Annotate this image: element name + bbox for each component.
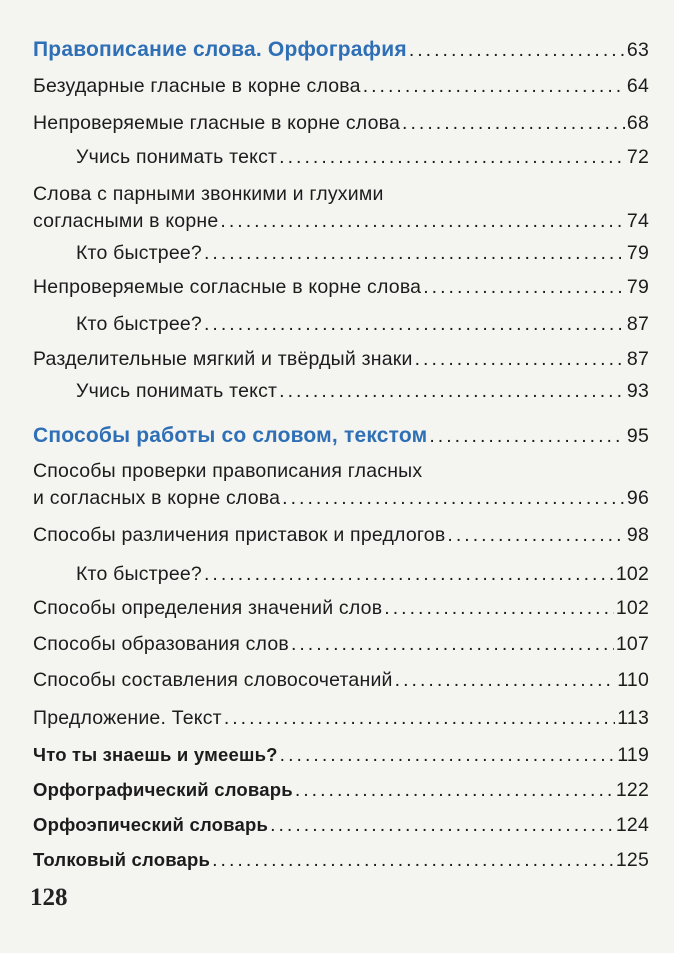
toc-entry [33,524,649,547]
toc-entry-page: 125 [615,849,649,871]
dot-leader [295,779,614,802]
toc-entry-title: Кто быстрее? [76,563,202,585]
toc-entry-page: 72 [626,146,649,168]
toc-entry-title: Способы различения приставок и предлогов [33,524,446,546]
dot-leader [447,524,625,547]
dot-leader [204,563,614,586]
toc-entry-page: 87 [626,348,649,370]
toc-entry [76,563,649,586]
toc-entry-title: Что ты знаешь и умеешь? [33,744,278,765]
toc-entry-page: 74 [626,210,649,232]
toc-entry-page: 87 [626,313,649,335]
dot-leader [204,242,625,265]
toc-entry-page: 68 [626,112,649,134]
toc-entry-title: Орфографический словарь [33,779,293,800]
toc-entry-page: 110 [617,669,649,691]
toc-entry [33,707,649,730]
toc-entry-title: и согласных в корне слова [33,487,281,509]
dot-leader [409,39,625,62]
dot-leader [280,744,616,767]
dot-leader [415,348,625,371]
dot-leader [279,146,625,169]
toc-entry-title: Правописание слова. Орфография [33,38,407,61]
toc-entry [33,112,649,135]
dot-leader [220,210,625,233]
toc-entry-title: Предложение. Текст [33,707,222,729]
dot-leader [395,669,616,692]
toc-entry-page: 63 [626,39,649,61]
dot-leader [291,633,614,656]
toc-entry-page: 122 [615,779,649,801]
toc-entry-page: 95 [626,425,649,447]
toc-entry-title: Способы образования слов [33,633,289,655]
toc-entry [33,487,649,510]
toc-entry-title: согласными в корне [33,210,219,232]
toc-entry-title: Учись понимать текст [76,380,278,402]
toc-entry-page: 93 [626,380,649,402]
toc-entry-title-line1: Способы проверки правописания гласных [33,460,423,482]
toc-entry-page: 79 [626,276,649,298]
toc-entry-title: Способы работы со словом, текстом [33,424,428,447]
toc-entry-title: Непроверяемые согласные в корне слова [33,276,422,298]
toc-entry-title: Кто быстрее? [76,313,202,335]
toc-entry-page: 119 [617,744,649,766]
toc-entry [76,146,649,169]
toc-entry [33,210,649,233]
toc-entry-title: Разделительные мягкий и твёрдый знаки [33,348,413,370]
toc-entry [33,597,649,620]
dot-leader [212,849,614,872]
dot-leader [224,707,615,730]
toc-section-methods [33,424,649,448]
toc-entry-title: Безударные гласные в корне слова [33,75,361,97]
dot-leader [282,487,625,510]
toc-entry [33,669,649,692]
toc-entry-page: 96 [626,487,649,509]
toc-entry [76,313,649,336]
dot-leader [279,380,625,403]
toc-entry-title: Непроверяемые гласные в корне слова [33,112,401,134]
toc-entry-title: Толковый словарь [33,849,211,870]
dot-leader [204,313,625,336]
dot-leader [402,112,625,135]
toc-entry [33,348,649,371]
toc-entry-title-line1: Слова с парными звонкими и глухими [33,183,384,205]
dot-leader [423,276,625,299]
toc-entry [33,75,649,98]
toc-entry-page: 102 [615,563,649,585]
toc-entry-title: Учись понимать текст [76,146,278,168]
toc-entry-page: 113 [617,707,649,729]
dot-leader [363,75,625,98]
toc-entry-page: 64 [626,75,649,97]
toc-section-spelling [33,38,649,62]
toc-entry-bold [33,744,649,767]
dot-leader [270,814,614,837]
toc-entry [33,276,649,299]
toc-entry-page: 124 [615,814,649,836]
dot-leader [384,597,614,620]
toc-entry-bold [33,849,649,872]
toc-entry-page: 98 [626,524,649,546]
toc-entry-bold [33,814,649,837]
toc-entry-title: Способы составления словосочетаний [33,669,393,691]
page-number: 128 [30,884,68,911]
dot-leader [429,425,625,448]
toc-entry-title: Орфоэпический словарь [33,814,269,835]
toc-entry [76,380,649,403]
toc-entry [33,633,649,656]
toc-entry-page: 107 [615,633,649,655]
toc-entry-bold [33,779,649,802]
toc-entry-page: 102 [615,597,649,619]
toc-entry-page: 79 [626,242,649,264]
toc-entry-title: Способы определения значений слов [33,597,383,619]
toc-entry [76,242,649,265]
toc-entry-title: Кто быстрее? [76,242,202,264]
